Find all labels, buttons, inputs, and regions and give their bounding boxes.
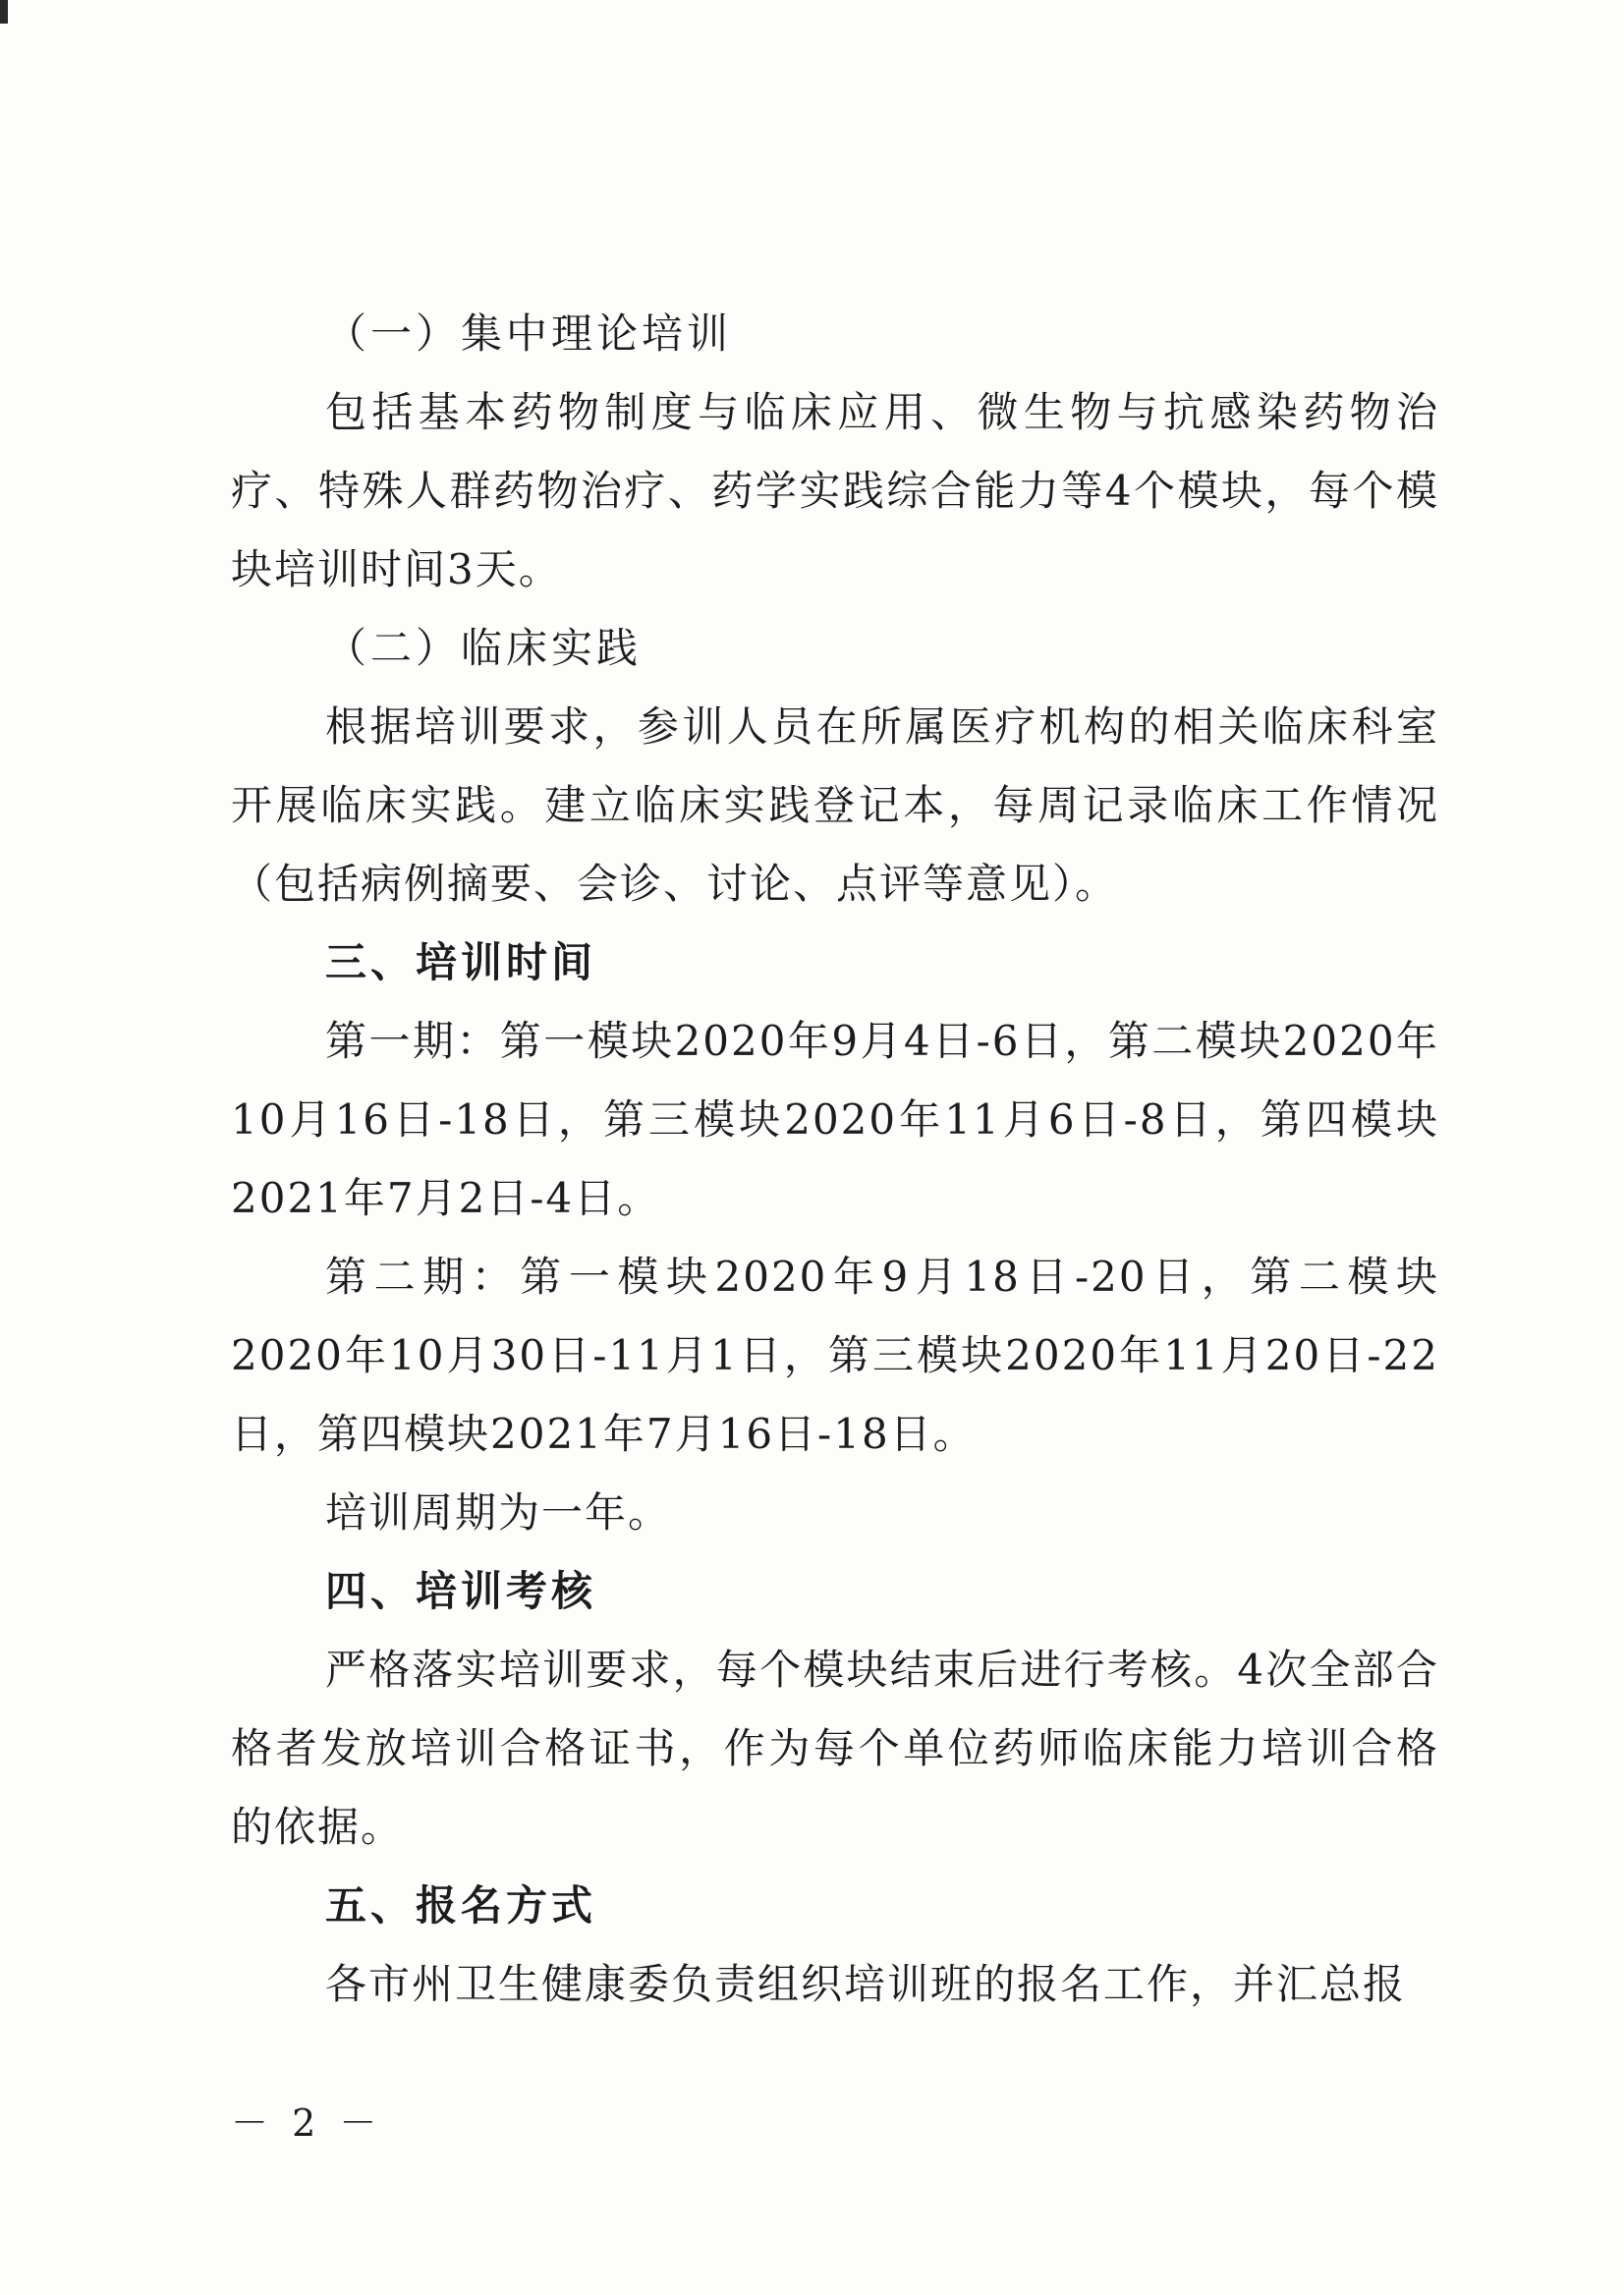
paragraph-training-period: 培训周期为一年。	[325, 1488, 672, 1537]
section-heading-training-time: 三、培训时间	[325, 938, 597, 986]
paragraph-clinical-practice: 根据培训要求，参训人员在所属医疗机构的相关临床科室开展临床实践。建立临床实践登记本，每周记录临床工作情况（包括病例摘要、会诊、讨论、点评等意见）。	[231, 702, 1439, 908]
paragraph-registration: 各市州卫生健康委负责组织培训班的报名工作，并汇总报	[325, 1960, 1407, 2008]
scan-edge-mark	[0, 0, 8, 24]
paragraph-theory-modules: 包括基本药物制度与临床应用、微生物与抗感染药物治疗、特殊人群药物治疗、药学实践综合能力等4个模块，每个模块培训时间3天。	[231, 388, 1439, 593]
section-heading-registration: 五、报名方式	[325, 1881, 597, 1930]
page-number: － 2 －	[231, 2101, 383, 2145]
paragraph-first-session: 第一期：第一模块2020年9月4日-6日，第二模块2020年10月16日-18日，第三模块2020年11月6日-8日，第四模块2021年7月2日-4日。	[231, 1017, 1439, 1222]
section-heading-assessment: 四、培训考核	[325, 1567, 597, 1615]
paragraph-second-session: 第二期：第一模块2020年9月18日-20日，第二模块2020年10月30日-11月1日，第三模块2020年11月20日-22日，第四模块2021年7月16日-18日。	[231, 1253, 1439, 1458]
paragraph-assessment: 严格落实培训要求，每个模块结束后进行考核。4次全部合格者发放培训合格证书，作为每个单位药师临床能力培训合格的依据。	[231, 1646, 1439, 1851]
subsection-heading-theory: （一）集中理论培训	[325, 309, 733, 358]
document-body	[231, 295, 1439, 2024]
subsection-heading-practice: （二）临床实践	[325, 624, 643, 672]
